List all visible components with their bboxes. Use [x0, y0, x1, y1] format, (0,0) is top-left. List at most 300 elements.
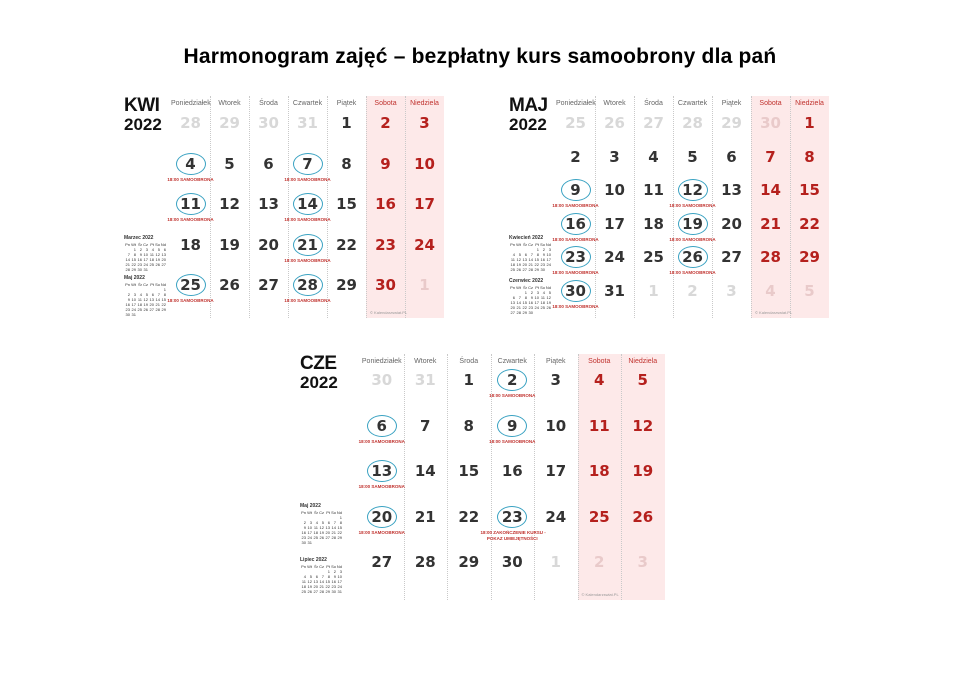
day-number: 17 [414, 195, 435, 213]
mini-day: 18 [540, 300, 545, 305]
day-number: 27 [258, 276, 279, 294]
mini-day: 6 [524, 252, 527, 257]
event-label: 18:00 SAMOOBRONA [167, 176, 214, 182]
mini-weekday: Wt [131, 242, 136, 247]
mini-day: 26 [516, 267, 521, 272]
mini-weekday: Pn [301, 564, 306, 569]
mini-day: 7 [321, 574, 324, 579]
mini-day: 3 [133, 292, 136, 297]
day-number: 4 [185, 154, 196, 173]
weekday-header: Sobota [759, 100, 782, 107]
mini-day: 29 [522, 310, 527, 315]
mini-calendar [509, 279, 551, 315]
mini-weekday: Nd [160, 282, 166, 287]
mini-day: 20 [161, 257, 166, 262]
mini-day: 14 [155, 297, 160, 302]
day-number: 18 [588, 462, 610, 480]
mini-weekday: Cz [319, 564, 324, 569]
mini-weekday: So [331, 510, 336, 515]
day-number: 2 [507, 371, 518, 389]
mini-day: 21 [319, 584, 324, 589]
mini-day: 12 [155, 252, 160, 257]
day-number: 7 [302, 154, 313, 173]
mini-weekday: Nd [336, 564, 342, 569]
mini-weekday: Pt [326, 564, 330, 569]
mini-day: 5 [321, 520, 324, 525]
mini-day: 9 [303, 525, 306, 530]
mini-calendar-grid [124, 282, 166, 317]
mini-day: 3 [339, 569, 342, 574]
mini-day: 28 [331, 535, 336, 540]
mini-weekday: Śr [523, 285, 527, 290]
mini-day: 29 [161, 307, 166, 312]
day-number: 19 [632, 462, 654, 480]
mini-day: 28 [528, 267, 533, 272]
mini-day: 15 [161, 297, 166, 302]
weekday-header: Wtorek [414, 358, 437, 365]
mini-day: 14 [331, 525, 336, 530]
mini-day: 2 [530, 290, 533, 295]
day-number: 7 [420, 416, 431, 435]
day-number: 25 [588, 507, 610, 526]
mini-day: 16 [125, 302, 130, 307]
event-label: 18:00 SAMOOBRONA [358, 438, 405, 444]
day-number: 27 [721, 248, 742, 266]
mini-day: 16 [528, 300, 533, 305]
mini-day: 30 [301, 540, 306, 545]
mini-day: 8 [133, 252, 136, 257]
mini-day: 5 [309, 574, 312, 579]
day-number: 5 [687, 147, 698, 166]
day-number: 8 [463, 416, 474, 435]
day-number: 3 [419, 114, 430, 132]
mini-weekday: Pt [150, 242, 154, 247]
credit-text: © Kalendarzswiat.PL [755, 310, 793, 315]
mini-weekday: So [331, 564, 336, 569]
mini-day: 18 [149, 257, 154, 262]
day-number: 26 [219, 276, 240, 294]
mini-weekday: Pn [510, 242, 515, 247]
mini-day: 20 [149, 302, 154, 307]
mini-day: 11 [301, 579, 306, 584]
day-number: 29 [219, 114, 240, 132]
mini-day: 2 [303, 520, 306, 525]
credit-text: © Kalendarzswiat.PL [581, 592, 619, 597]
mini-day: 21 [125, 262, 130, 267]
day-number: 1 [648, 281, 659, 300]
mini-day: 2 [127, 292, 130, 297]
mini-day: 29 [325, 589, 330, 594]
mini-day: 15 [131, 257, 136, 262]
day-number: 29 [799, 248, 820, 266]
mini-day: 27 [313, 589, 318, 594]
mini-day: 10 [534, 295, 539, 300]
mini-day: 21 [516, 305, 521, 310]
mini-day: 8 [327, 574, 330, 579]
event-label-line2: POKAZ UMIEJĘTNOŚCI [486, 535, 538, 541]
day-number: 28 [760, 248, 781, 266]
day-number: 26 [682, 248, 703, 266]
day-number: 26 [632, 507, 654, 526]
mini-weekday: Śr [314, 564, 318, 569]
mini-weekday: Wt [516, 242, 521, 247]
mini-day: 18 [510, 262, 515, 267]
weekday-header: Sobota [588, 358, 611, 365]
credit-text: © Kalendarzswiat.PL [370, 310, 408, 315]
mini-day: 11 [313, 525, 318, 530]
mini-day: 14 [125, 257, 130, 262]
day-number: 13 [721, 181, 742, 199]
mini-day: 31 [143, 267, 148, 272]
day-number: 25 [643, 248, 664, 266]
mini-day: 24 [307, 535, 312, 540]
mini-day: 25 [301, 589, 306, 594]
mini-day [336, 540, 342, 545]
day-number: 24 [545, 507, 567, 526]
weekday-header: Piątek [546, 358, 566, 365]
mini-calendar-grid [509, 285, 551, 315]
mini-day: 17 [131, 302, 136, 307]
weekday-header: Czwartek [677, 100, 708, 107]
mini-day: 17 [546, 257, 551, 262]
mini-day: 9 [333, 574, 336, 579]
mini-day: 7 [127, 252, 130, 257]
day-number: 28 [682, 114, 703, 132]
mini-day: 14 [528, 257, 533, 262]
day-number: 12 [632, 416, 654, 435]
page-title: Harmonogram zajęć – bezpłatny kurs samoobrony dla pań [183, 45, 777, 68]
day-number: 28 [414, 553, 436, 571]
mini-day: 1 [524, 290, 527, 295]
mini-day: 29 [534, 267, 539, 272]
mini-day: 29 [131, 267, 136, 272]
mini-day: 11 [540, 295, 545, 300]
mini-weekday: So [540, 242, 545, 247]
mini-day: 3 [548, 247, 551, 252]
mini-day: 19 [155, 257, 160, 262]
mini-day: 3 [309, 520, 312, 525]
day-number: 13 [371, 462, 393, 480]
mini-day: 7 [157, 292, 160, 297]
mini-weekday: Nd [545, 285, 551, 290]
mini-day: 31 [307, 540, 312, 545]
mini-day: 29 [337, 535, 342, 540]
day-number: 18 [643, 214, 664, 233]
day-number: 29 [458, 553, 480, 571]
mini-day: 19 [546, 300, 551, 305]
event-label: 18:00 SAMOOBRONA [552, 270, 599, 275]
weekday-header: Sobota [374, 100, 397, 107]
day-number: 10 [414, 154, 435, 173]
day-number: 16 [501, 462, 523, 480]
mini-calendar-grid [300, 510, 342, 545]
mini-day: 27 [522, 267, 527, 272]
mini-day: 26 [546, 305, 551, 310]
mini-day: 11 [137, 297, 142, 302]
mini-day: 8 [339, 520, 342, 525]
day-number: 21 [760, 214, 781, 233]
mini-weekday: Wt [307, 564, 312, 569]
day-number: 31 [414, 371, 436, 389]
mini-day: 30 [540, 267, 545, 272]
weekday-header: Środa [259, 100, 278, 107]
mini-weekday: Pt [535, 285, 539, 290]
mini-day: 10 [131, 297, 136, 302]
mini-weekday: Śr [138, 242, 142, 247]
day-number: 2 [570, 147, 581, 166]
mini-day: 25 [510, 267, 515, 272]
mini-day: 23 [301, 535, 306, 540]
mini-day: 30 [331, 589, 336, 594]
event-label: 18:00 SAMOOBRONA [284, 176, 331, 182]
mini-day: 4 [315, 520, 318, 525]
mini-day: 4 [542, 290, 545, 295]
day-number: 29 [721, 114, 742, 132]
mini-day: 10 [337, 574, 342, 579]
day-number: 23 [565, 248, 586, 266]
mini-day: 2 [542, 247, 545, 252]
day-number: 25 [180, 276, 201, 294]
mini-day: 21 [528, 262, 533, 267]
month-name: MAJ [509, 95, 548, 116]
event-label: 18:00 SAMOOBRONA [167, 298, 214, 303]
day-number: 1 [341, 114, 352, 132]
event-label: 18:00 SAMOOBRONA [669, 203, 716, 208]
mini-day: 12 [546, 295, 551, 300]
mini-day: 30 [137, 267, 142, 272]
mini-day: 26 [143, 307, 148, 312]
day-number: 26 [604, 114, 625, 132]
calendar-june [300, 354, 666, 600]
mini-day: 10 [546, 252, 551, 257]
mini-day: 22 [131, 262, 136, 267]
mini-day: 24 [534, 305, 539, 310]
mini-day: 7 [530, 252, 533, 257]
mini-day: 5 [157, 247, 160, 252]
day-number: 21 [414, 507, 436, 526]
mini-day: 23 [137, 262, 142, 267]
day-number: 30 [501, 553, 523, 571]
day-number: 1 [463, 371, 474, 389]
mini-weekday: Pn [125, 282, 130, 287]
mini-day: 5 [518, 252, 521, 257]
mini-calendar-title: Marzec 2022 [124, 235, 154, 241]
mini-day: 23 [331, 584, 336, 589]
weekday-header: Niedziela [628, 358, 658, 365]
mini-day: 28 [319, 589, 324, 594]
day-number: 23 [501, 507, 523, 526]
mini-day: 10 [307, 525, 312, 530]
mini-day: 16 [137, 257, 142, 262]
weekday-header: Piątek [336, 100, 357, 107]
mini-weekday: Nd [545, 242, 551, 247]
day-number: 22 [458, 507, 480, 526]
mini-day: 1 [327, 569, 330, 574]
mini-day: 3 [536, 290, 539, 295]
day-number: 16 [565, 214, 586, 233]
day-number: 5 [804, 281, 815, 300]
weekday-header: Niedziela [795, 100, 824, 107]
weekday-header: Środa [459, 358, 479, 365]
mini-weekday: Cz [143, 242, 148, 247]
day-number: 13 [258, 195, 279, 213]
mini-day: 19 [307, 584, 312, 589]
mini-day: 17 [337, 579, 342, 584]
mini-day: 28 [516, 310, 521, 315]
mini-day: 19 [143, 302, 148, 307]
day-number: 3 [637, 553, 648, 571]
mini-day: 20 [313, 584, 318, 589]
day-number: 27 [371, 553, 393, 571]
mini-day: 6 [512, 295, 515, 300]
day-number: 11 [643, 181, 664, 199]
mini-day: 23 [125, 307, 130, 312]
mini-day: 12 [143, 297, 148, 302]
mini-day: 28 [155, 307, 160, 312]
day-number: 30 [375, 276, 396, 294]
mini-day: 1 [133, 247, 136, 252]
mini-weekday: Wt [516, 285, 521, 290]
mini-calendar-title: Czerwiec 2022 [509, 278, 544, 284]
mini-day [160, 312, 166, 317]
mini-day: 4 [151, 247, 154, 252]
day-number: 30 [760, 114, 781, 132]
mini-day: 24 [143, 262, 148, 267]
day-number: 19 [219, 235, 240, 254]
mini-weekday: Pn [301, 510, 306, 515]
mini-weekday: So [540, 285, 545, 290]
day-number: 24 [604, 248, 625, 266]
day-number: 12 [219, 195, 240, 213]
mini-day: 24 [337, 584, 342, 589]
mini-day: 31 [337, 589, 342, 594]
mini-day: 9 [139, 252, 142, 257]
weekday-header: Czwartek [497, 358, 527, 365]
mini-day: 5 [145, 292, 148, 297]
mini-weekday: Pt [326, 510, 330, 515]
day-number: 15 [799, 181, 820, 199]
weekday-header: Piątek [721, 100, 742, 107]
day-number: 31 [297, 114, 318, 132]
mini-day: 6 [327, 520, 330, 525]
mini-day: 28 [125, 267, 130, 272]
mini-day: 6 [315, 574, 318, 579]
day-number: 10 [604, 181, 625, 199]
mini-day: 16 [540, 257, 545, 262]
month-label [124, 96, 162, 133]
day-number: 10 [545, 416, 567, 435]
mini-day: 15 [325, 579, 330, 584]
mini-day: 4 [303, 574, 306, 579]
mini-day: 24 [546, 262, 551, 267]
mini-day: 4 [512, 252, 515, 257]
day-number: 22 [336, 235, 357, 254]
mini-calendar [124, 236, 166, 272]
day-number: 8 [341, 154, 352, 173]
mini-weekday: So [155, 242, 160, 247]
mini-day: 9 [127, 297, 130, 302]
mini-weekday: Pt [535, 242, 539, 247]
calendar-april [124, 96, 450, 318]
day-number: 6 [726, 147, 737, 166]
mini-day: 21 [331, 530, 336, 535]
mini-day: 30 [528, 310, 533, 315]
day-number: 2 [594, 553, 605, 571]
weekday-header: Czwartek [292, 100, 323, 107]
mini-day: 16 [331, 579, 336, 584]
month-name: KWI [124, 95, 160, 116]
mini-day: 5 [548, 290, 551, 295]
mini-weekday: Nd [336, 510, 342, 515]
mini-weekday: Nd [160, 242, 166, 247]
mini-day: 27 [325, 535, 330, 540]
day-number: 4 [648, 147, 659, 166]
day-number: 11 [180, 195, 201, 213]
mini-day: 6 [163, 247, 166, 252]
event-label: 18:00 SAMOOBRONA [358, 529, 405, 535]
month-label [300, 354, 338, 391]
event-label: 18:00 SAMOOBRONA [284, 217, 331, 222]
mini-day: 15 [534, 257, 539, 262]
mini-weekday: Wt [307, 510, 312, 515]
event-label: 18:00 SAMOOBRONA [167, 217, 214, 222]
day-number: 1 [804, 114, 815, 132]
mini-day: 26 [307, 589, 312, 594]
mini-day: 26 [155, 262, 160, 267]
mini-day: 17 [307, 530, 312, 535]
mini-day: 27 [510, 310, 515, 315]
weekday-header: Środa [644, 100, 663, 107]
day-number: 9 [507, 416, 518, 435]
mini-weekday: Cz [143, 282, 148, 287]
mini-weekday: Cz [319, 510, 324, 515]
day-number: 20 [721, 214, 742, 233]
mini-day: 15 [522, 300, 527, 305]
weekday-header: Niedziela [410, 100, 439, 107]
mini-day: 8 [163, 292, 166, 297]
mini-day: 16 [301, 530, 306, 535]
day-number: 3 [726, 281, 737, 300]
mini-day [545, 310, 551, 315]
mini-weekday: So [155, 282, 160, 287]
mini-day: 22 [337, 530, 342, 535]
mini-day: 31 [131, 312, 136, 317]
event-label: 18:00 SAMOOBRONA [669, 236, 716, 242]
mini-calendar [300, 504, 342, 545]
day-number: 30 [371, 371, 393, 389]
weekday-header: Poniedziałek [556, 100, 596, 107]
mini-weekday: Pt [150, 282, 154, 287]
mini-calendar-title: Lipiec 2022 [300, 557, 327, 563]
month-name: CZE [300, 353, 337, 374]
event-label: 18:00 SAMOOBRONA [669, 270, 716, 275]
day-number: 6 [376, 416, 387, 435]
mini-calendar-title: Maj 2022 [124, 275, 145, 281]
mini-day: 1 [339, 515, 342, 520]
mini-day: 4 [139, 292, 142, 297]
mini-weekday: Pn [125, 242, 130, 247]
mini-day [545, 267, 551, 272]
mini-calendar [124, 276, 166, 317]
day-number: 14 [760, 181, 781, 199]
mini-day: 18 [313, 530, 318, 535]
mini-weekday: Wt [131, 282, 136, 287]
day-number: 2 [687, 281, 698, 300]
mini-day: 27 [161, 262, 166, 267]
mini-day: 3 [145, 247, 148, 252]
mini-day: 22 [534, 262, 539, 267]
mini-day: 30 [125, 312, 130, 317]
